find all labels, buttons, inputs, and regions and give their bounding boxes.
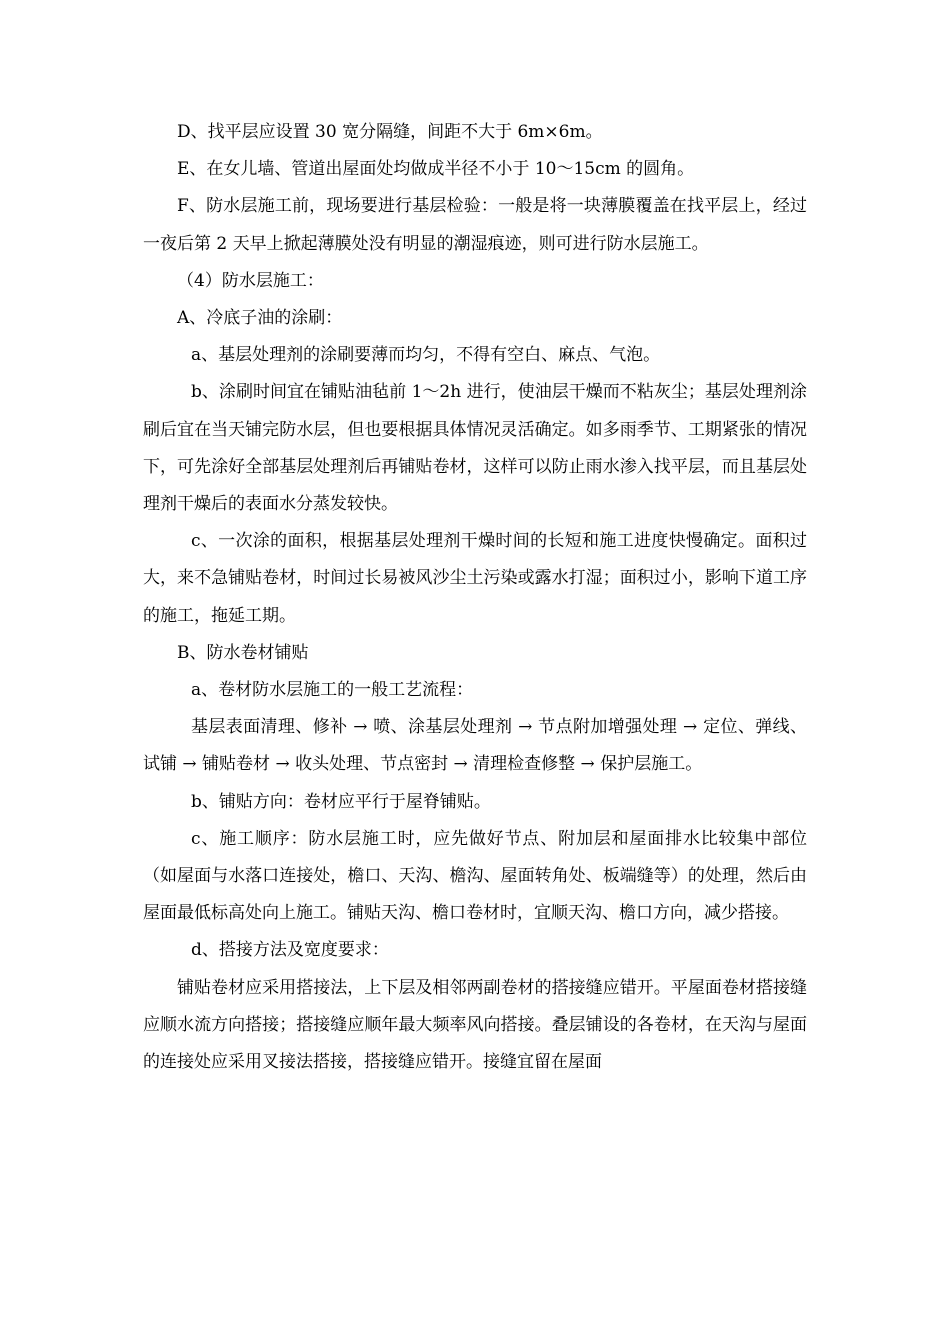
subheading-b-membrane-laying: B、防水卷材铺贴 (177, 642, 309, 663)
paragraph-c-application-area: c、一次涂的面积，根据基层处理剂干燥时间的长短和施工进度快慢确定。面积过大，来不急铺贴卷材，时间过长易被风沙尘土污染或露水打湿；面积过小，影响下道工序的施工，拖延工期。 (143, 531, 807, 626)
paragraph-process-flow: 基层表面清理、修补 → 喷、涂基层处理剂 → 节点附加增强处理 → 定位、弹线、试铺 → 铺贴卷材 → 收头处理、节点密封 → 清理检查修整 → 保护层施工。 (143, 717, 807, 775)
paragraph-a-primer-application: a、基层处理剂的涂刷要薄而均匀，不得有空白、麻点、气泡。 (191, 345, 661, 366)
document-body (143, 114, 807, 1081)
paragraph-c-construction-sequence: c、施工顺序：防水层施工时，应先做好节点、附加层和屋面排水比较集中部位（如屋面与水落口连接处，檐口、天沟、檐沟、屋面转角处、板端缝等）的处理，然后由屋面最低标高处向上施工。铺贴天沟、檐口卷材时，宜顺天沟、檐口方向，减少搭接。 (143, 828, 807, 924)
paragraph-b-laying-direction: b、铺贴方向：卷材应平行于屋脊铺贴。 (191, 791, 491, 812)
subheading-a-cold-primer: A、冷底子油的涂刷： (177, 308, 343, 329)
paragraph-b-application-timing: b、涂刷时间宜在铺贴油毡前 1～2h 进行，使油层干燥而不粘灰尘；基层处理剂涂刷后宜在当天铺完防水层，但也要根据具体情况灵活确定。如多雨季节、工期紧张的情况下，可先涂好全部基层处理剂后再铺贴卷材，这样可以防止雨水渗入找平层，而且基层处理剂干燥后的表面水分蒸发较快。 (143, 382, 807, 515)
paragraph-lap-method: 铺贴卷材应采用搭接法，上下层及相邻两副卷材的搭接缝应错开。平屋面卷材搭接缝应顺水流方向搭接；搭接缝应顺年最大频率风向搭接。叠层铺设的各卷材，在天沟与屋面的连接处应采用叉接法搭接，搭接缝应错开。接缝宜留在屋面 (143, 977, 807, 1073)
paragraph-e-rounded-corners: E、在女儿墙、管道出屋面处均做成半径不小于 10～15cm 的圆角。 (177, 159, 695, 180)
paragraph-d-divider-joints: D、找平层应设置 30 宽分隔缝，间距不大于 6m×6m。 (177, 122, 603, 142)
paragraph-a-process-flow-title: a、卷材防水层施工的一般工艺流程： (191, 680, 474, 701)
section-heading-4-waterproof-layer: （4）防水层施工： (177, 270, 324, 291)
paragraph-d-lap-requirements: d、搭接方法及宽度要求： (191, 940, 389, 961)
paragraph-f-base-inspection: F、防水层施工前，现场要进行基层检验：一般是将一块薄膜覆盖在找平层上，经过一夜后第 2 天早上掀起薄膜处没有明显的潮湿痕迹，则可进行防水层施工。 (143, 196, 807, 254)
